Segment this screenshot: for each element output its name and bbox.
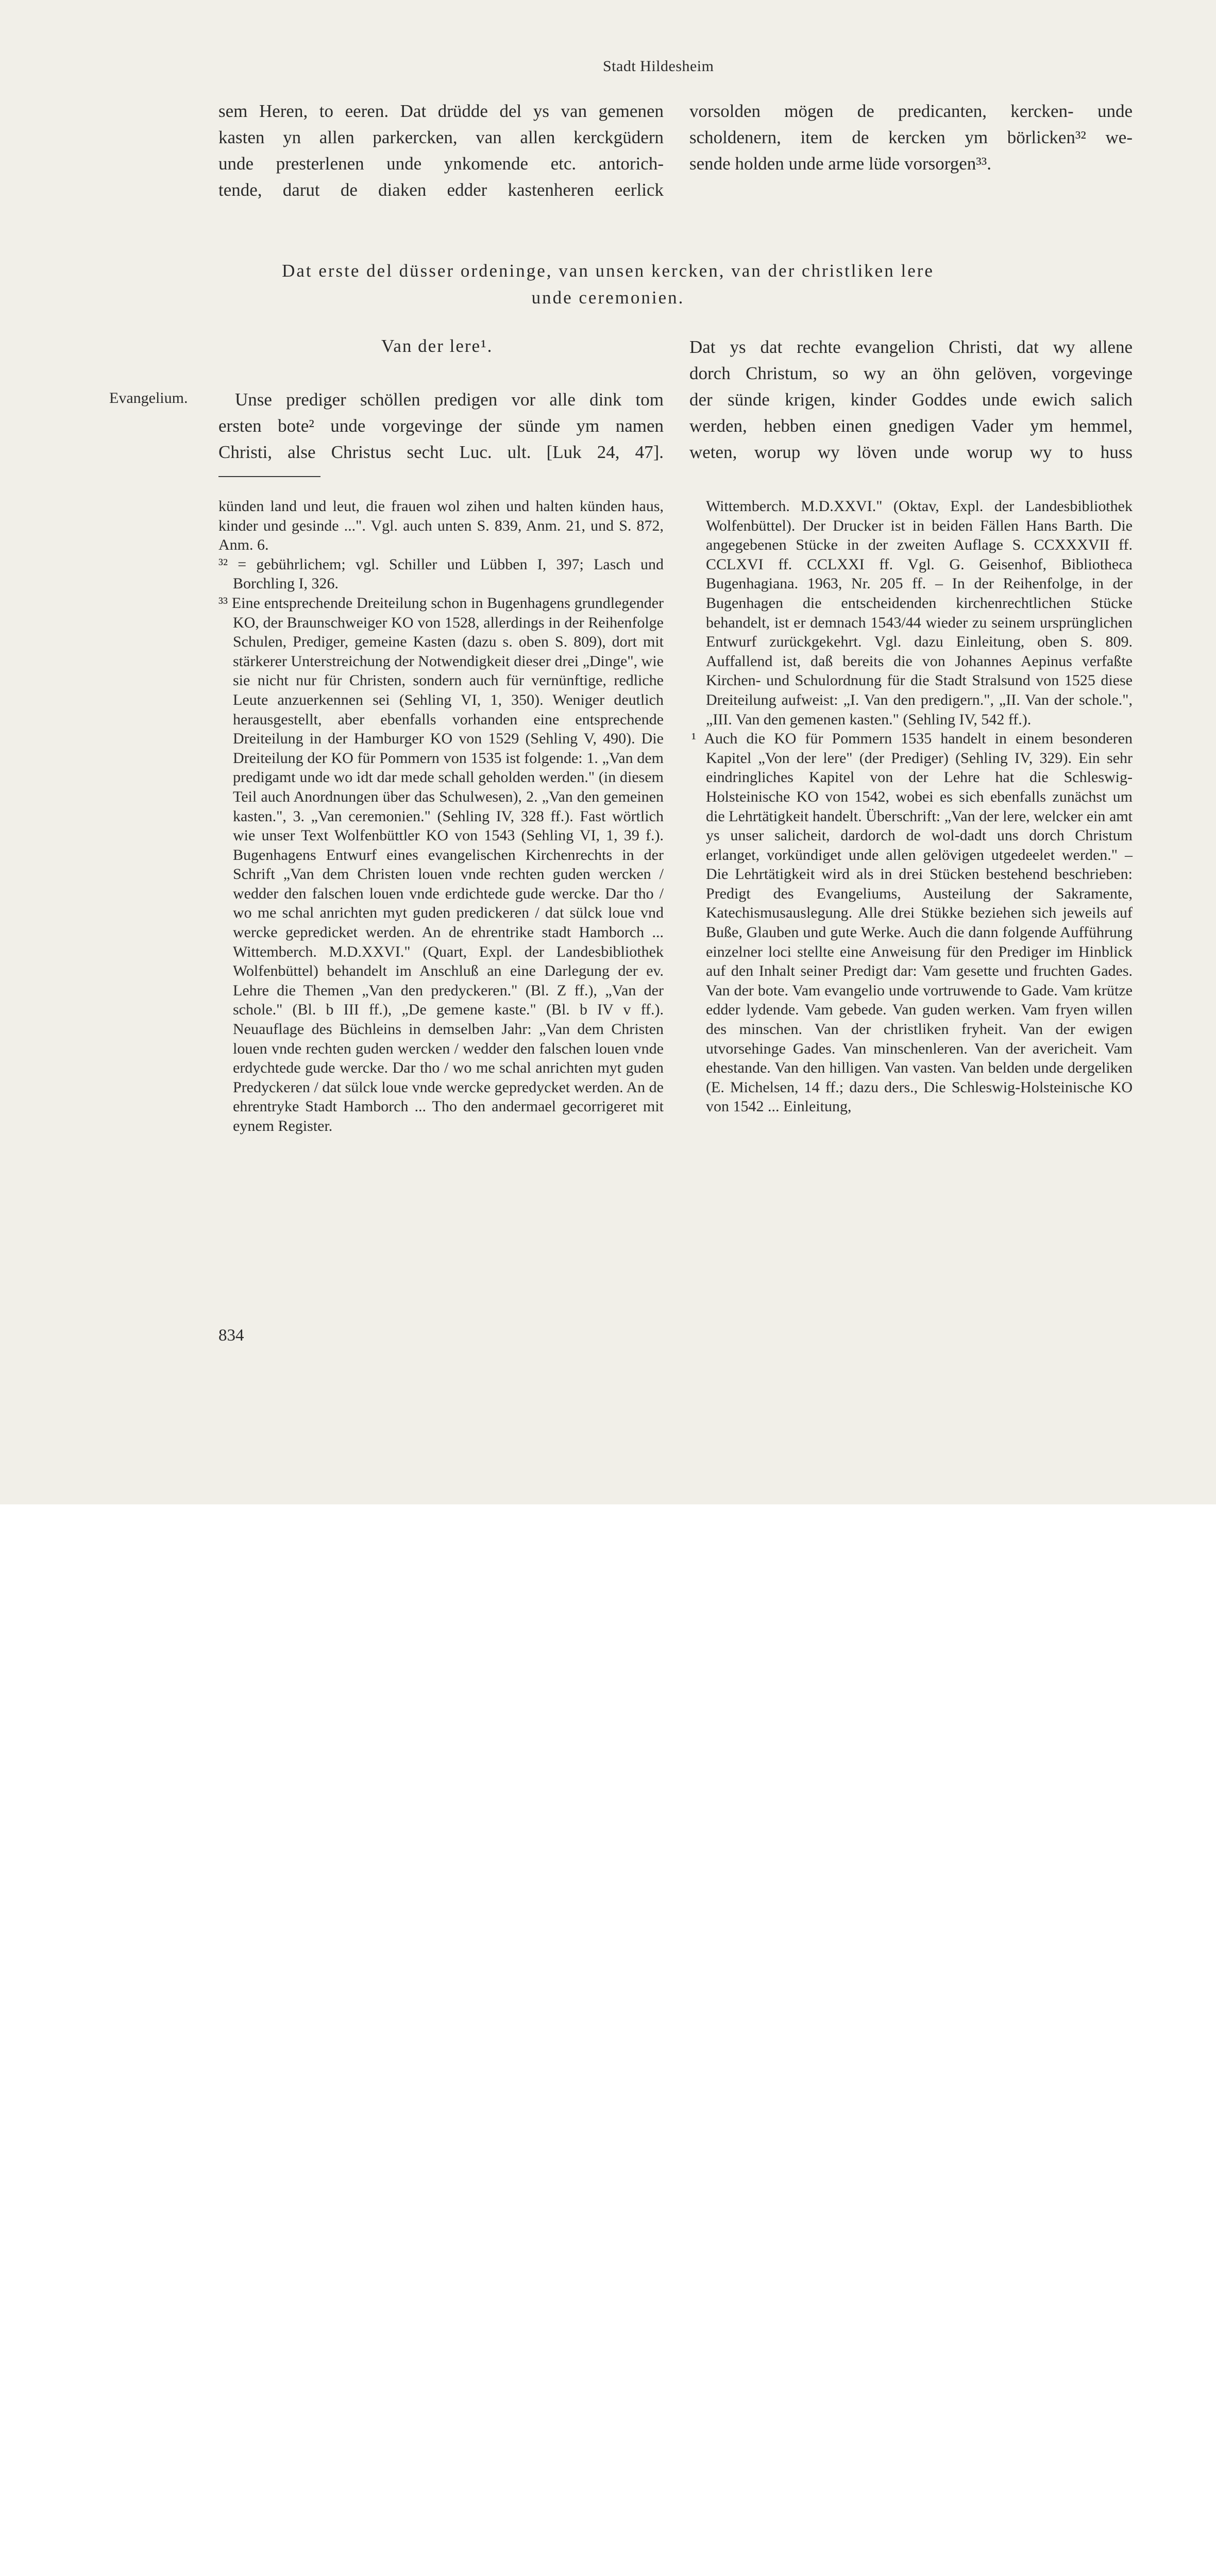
section-title-line2: unde ceremonien.	[531, 287, 685, 308]
text-line: scholdenern, item de kercken ym börlicken³² we-	[689, 127, 1133, 147]
text-line: werden, hebben einen gnedigen Vader ym hemmel,	[689, 416, 1133, 436]
text-line: tende, darut de diaken edder kastenheren eerlick	[218, 180, 664, 200]
footnote-32: ³² = gebührlichem; vgl. Schiller und Lübben I, 397; Lasch und Borchling I, 326.	[218, 555, 664, 592]
text-line: Dat ys dat rechte evangelion Christi, dat wy allene	[689, 337, 1133, 357]
text-line: ersten bote² unde vorgevinge der sünde ym namen	[218, 416, 664, 436]
subheading: Van der lere¹.	[381, 336, 493, 356]
text-line: weten, worup wy löven unde worup wy to huss	[689, 442, 1133, 462]
footnote-33: ³³ Eine entsprechende Dreiteilung schon in Bugenhagens grundlegender KO, der Braunschweiger KO von 1528, allerdings in der Reihenfolge Schulen, Prediger, gemeine Kasten (dazu s. oben S. 809), dort mit stärkerer Unterstreichung der Notwendigkeit dieser drei „Dinge", wie sie nicht nur für Christen, sondern auch für vernünftige, redliche Leute anzuerkennen sei (Sehling VI, 1, 350). Weniger deutlich herausgestellt, aber ebenfalls vorhanden eine entsprechende Dreiteilung in der Hamburger KO von 1529 (Sehling V, 490). Die Dreiteilung der KO für Pommern von 1535 ist folgende: 1. „Van dem predigamt unde wo idt dar mede schall geholden werden." (in diesem Teil auch Anordnungen über das Schulwesen), 2. „Van den gemeinen kasten.", 3. „Van ceremonien." (Sehling IV, 328 ff.). Fast wörtlich wie unser Text Wolfenbüttler KO von 1543 (Sehling VI, 1, 39 f.). Bugenhagens Entwurf eines evangelischen Kirchenrechts in der Schrift „Van dem Christen louen vnde rechten guden wercken / wedder den falschen louen vnde erdichtede gude wercke. Dar tho / wo me schal anrichten myt guden predickeren / dat sülck loue vnd wercke gepredicket werden. An de ehrentrike stadt Hamborch ... Wittemberch. M.D.XXVI." (Quart, Expl. der Landesbibliothek Wolfenbüttel) behandelt im Anschluß an eine Darlegung der ev. Lehre die Themen „Van den predyckeren." (Bl. Z ff.), „Van der schole." (Bl. b III ff.), „De gemene kaste." (Bl. b IV v ff.). Neuauflage des Büchleins in demselben Jahr: „Van dem Christen louen vnde rechten guden wercken / wedder den falschen louen vnde erdychtede gude wercke. Dar tho / wo me schal anrichten myt guden Predyckeren / dat sülck loue vnde wercke gepredycket werden. An de ehrentryke Stadt Hamborch ... Tho den andermael gecorrigeret mit eynem Register.	[218, 594, 664, 1134]
text-line: Unse prediger schöllen predigen vor alle dink tom	[235, 389, 664, 410]
top-left-column	[218, 98, 664, 203]
text-line: Christi, alse Christus secht Luc. ult. [Luk 24, 47].	[218, 442, 664, 462]
footer-bar	[0, 1504, 1216, 1594]
text-line: vorsolden mögen de predicanten, kercken- unde	[689, 101, 1133, 121]
page-number: 834	[218, 1326, 244, 1345]
running-header: Stadt Hildesheim	[603, 58, 714, 75]
footnotes-left	[218, 497, 664, 1136]
footnote-1: ¹ Auch die KO für Pommern 1535 handelt in einem besonderen Kapitel „Von der lere" (der Prediger) (Sehling IV, 329). Ein sehr eindringliches Kapitel von der Lehre hat die Schleswig-Holsteinische KO von 1542, wobei es sich ebenfalls zunächst um die Lehrtätigkeit handelt. Überschrift: „Van der lere, welcker ein amt ys unser salicheit, dardorch de wol-dadt uns dorch Christum erlanget, vorkündiget unde allen gelövigen utgedeelet werden." – Die Lehrtätigkeit wird als in drei Stücken bestehend beschrieben: Predigt des Evangeliums, Austeilung der Sakramente, Katechismusauslegung. Alle drei Stükke beziehen sich jeweils auf Buße, Glauben und gute Werke. Auch die dann folgende Aufführung einzelner loci stellte eine Anweisung für den Prediger im Hinblick auf den Inhalt seiner Predigt dar: Vam gesette und fruchten Gades. Van der bote. Vam evangelio unde vortruwende to Gade. Vam krütze edder lydende. Vam gebede. Van guden werken. Vam fryen willen des minschen. Van der christliken fryheit. Van der ewigen utvorsehinge Gades. Van minschenleren. Van der avericheit. Vam ehestande. Van den hilligen. Van vasten. Van belden unde dergeliken (E. Michelsen, 14 ff.; dazu ders., Die Schleswig-Holsteinische KO von 1542 ... Einleitung,	[691, 730, 1133, 1115]
section-title-line1: Dat erste del düsser ordeninge, van unsen kercken, van der christliken lere	[282, 261, 934, 281]
body-left-column	[218, 386, 664, 465]
body-right-column	[689, 334, 1133, 465]
text-line: kasten yn allen parkercken, van allen kerckgüdern	[218, 127, 664, 147]
footnote-continuation: Wittemberch. M.D.XXVI." (Oktav, Expl. der Landesbibliothek Wolfenbüttel). Der Drucker ist in beiden Fällen Hans Barth. Die angegebenen Stücke in der zweiten Auflage S. CCXXXVII ff. CCLXVI ff. CCLXXI ff. Vgl. G. Geisenhof, Bibliotheca Bugenhagiana. 1963, Nr. 205 ff. – In der Reihenfolge, in der Bugenhagen die entscheidenden kirchenrechtlichen Stücke behandelt, ist er demnach 1543/44 wieder zu seinem ursprünglichen Entwurf zurückgekehrt. Vgl. dazu Einleitung, oben S. 809. Auffallend ist, daß bereits die von Johannes Aepinus verfaßte Kirchen- und Schulordnung für die Stadt Stralsund von 1525 diese Dreiteilung aufweist: „I. Van den predigern.", „II. Van der schole.", „III. Van den gemenen kasten." (Sehling IV, 542 ff.).	[706, 498, 1133, 728]
text-line: der sünde krigen, kinder Goddes unde ewich salich	[689, 389, 1133, 410]
text-line: unde presterlenen unde ynkomende etc. antorich-	[218, 154, 664, 174]
top-right-column	[689, 98, 1133, 177]
footnote-continuation: künden land und leut, die frauen wol zihen und halten künden haus, kinder und gesinde ...". Vgl. auch unten S. 839, Anm. 21, und S. 872, Anm. 6.	[218, 498, 664, 554]
text-line: sende holden unde arme lüde vorsorgen³³.	[689, 154, 992, 174]
text-line: sem Heren, to eeren. Dat drüdde del ys van gemenen	[218, 101, 664, 121]
margin-note: Evangelium.	[109, 389, 188, 406]
footnote-rule	[218, 476, 320, 477]
footnotes-right	[691, 497, 1133, 1116]
text-line: dorch Christum, so wy an öhn gelöven, vorgevinge	[689, 363, 1133, 383]
